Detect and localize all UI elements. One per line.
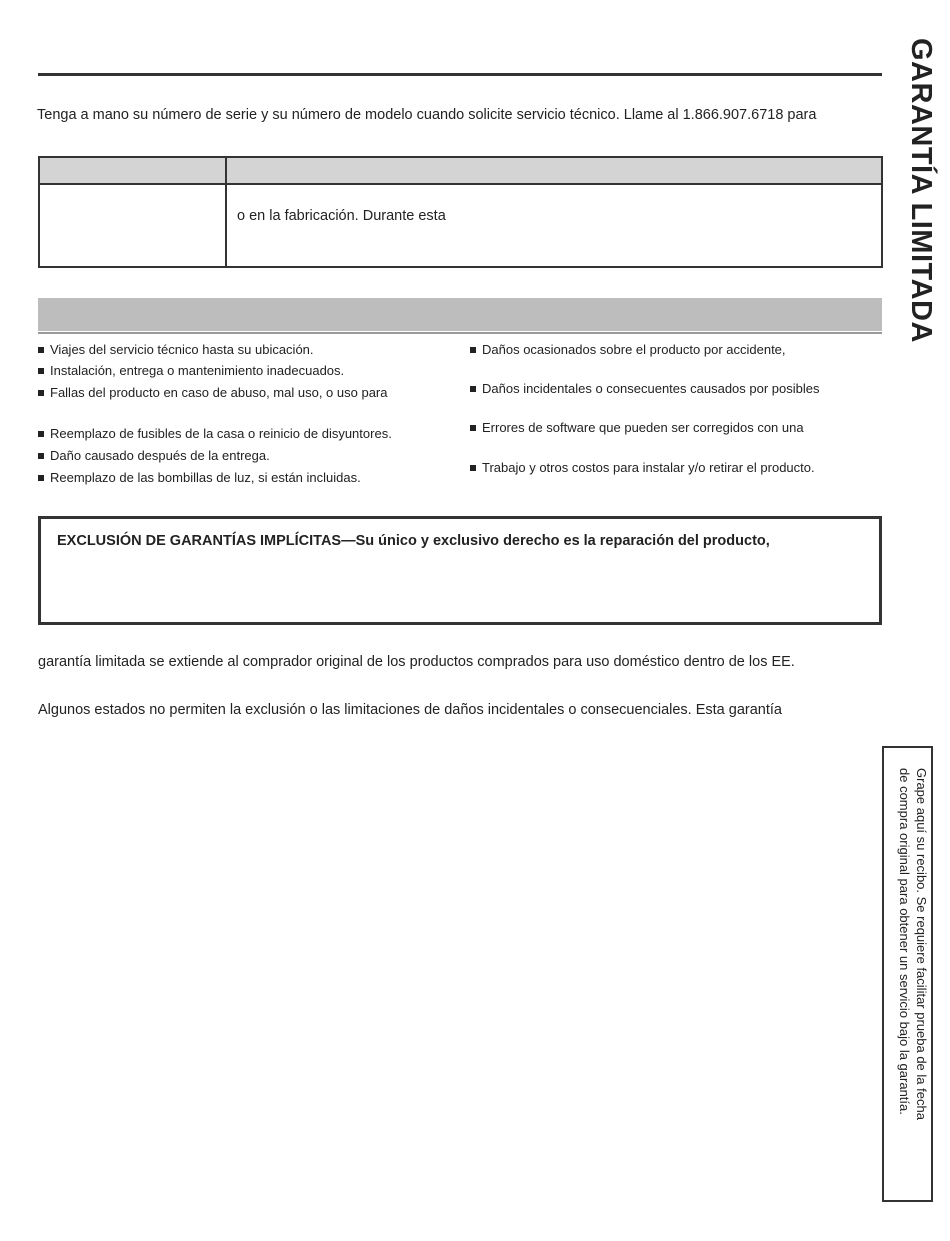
bullet-icon <box>38 453 44 459</box>
list-item: Errores de software que pueden ser corregidos con una <box>470 420 804 435</box>
not-covered-header-bar <box>38 298 882 331</box>
list-item: Trabajo y otros costos para instalar y/o retirar el producto. <box>470 460 815 475</box>
bullet-icon <box>38 475 44 481</box>
list-item: Daños incidentales o consecuentes causados por posibles <box>470 381 820 396</box>
side-title <box>905 38 937 378</box>
coverage-table <box>38 156 883 268</box>
exclusion-box <box>38 516 882 625</box>
exclusion-text: EXCLUSIÓN DE GARANTÍAS IMPLÍCITAS—Su único y exclusivo derecho es la reparación del producto, <box>57 533 770 549</box>
coverage-cell-text: o en la fabricación. Durante esta <box>237 208 446 224</box>
list-item: Reemplazo de fusibles de la casa o reinicio de disyuntores. <box>38 426 392 441</box>
bullet-icon <box>38 368 44 374</box>
list-item: Daño causado después de la entrega. <box>38 448 270 463</box>
coverage-table-header <box>40 158 881 185</box>
bullet-icon <box>38 347 44 353</box>
paragraph-1: garantía limitada se extiende al comprador original de los productos comprados para uso doméstico dentro de los EE. <box>38 654 795 670</box>
receipt-box <box>882 746 933 1202</box>
list-item: Viajes del servicio técnico hasta su ubicación. <box>38 342 314 357</box>
side-title-text: GARANTÍA LIMITADA <box>905 38 937 343</box>
bullet-icon <box>470 425 476 431</box>
receipt-line-2: de compra original para obtener un servicio bajo la garantía. <box>897 768 912 1115</box>
bullet-icon <box>38 431 44 437</box>
receipt-line-1: Grape aquí su recibo. Se requiere facilitar prueba de la fecha <box>914 768 929 1120</box>
bullet-icon <box>38 390 44 396</box>
receipt-text <box>890 768 930 1188</box>
list-item: Instalación, entrega o mantenimiento inadecuados. <box>38 363 344 378</box>
list-item: Daños ocasionados sobre el producto por accidente, <box>470 342 786 357</box>
intro-text: Tenga a mano su número de serie y su número de modelo cuando solicite servicio técnico. Llame al 1.866.907.6718 para <box>37 107 817 123</box>
bullet-icon <box>470 347 476 353</box>
bullet-icon <box>470 465 476 471</box>
receipt-text-block <box>896 768 930 1120</box>
coverage-table-divider <box>225 158 227 266</box>
bullet-icon <box>470 386 476 392</box>
list-item: Fallas del producto en caso de abuso, mal uso, o uso para <box>38 385 388 400</box>
paragraph-2: Algunos estados no permiten la exclusión o las limitaciones de daños incidentales o consecuenciales. Esta garantía <box>38 702 782 718</box>
not-covered-rule <box>38 332 882 334</box>
top-rule <box>38 73 882 76</box>
list-item: Reemplazo de las bombillas de luz, si están incluidas. <box>38 470 361 485</box>
